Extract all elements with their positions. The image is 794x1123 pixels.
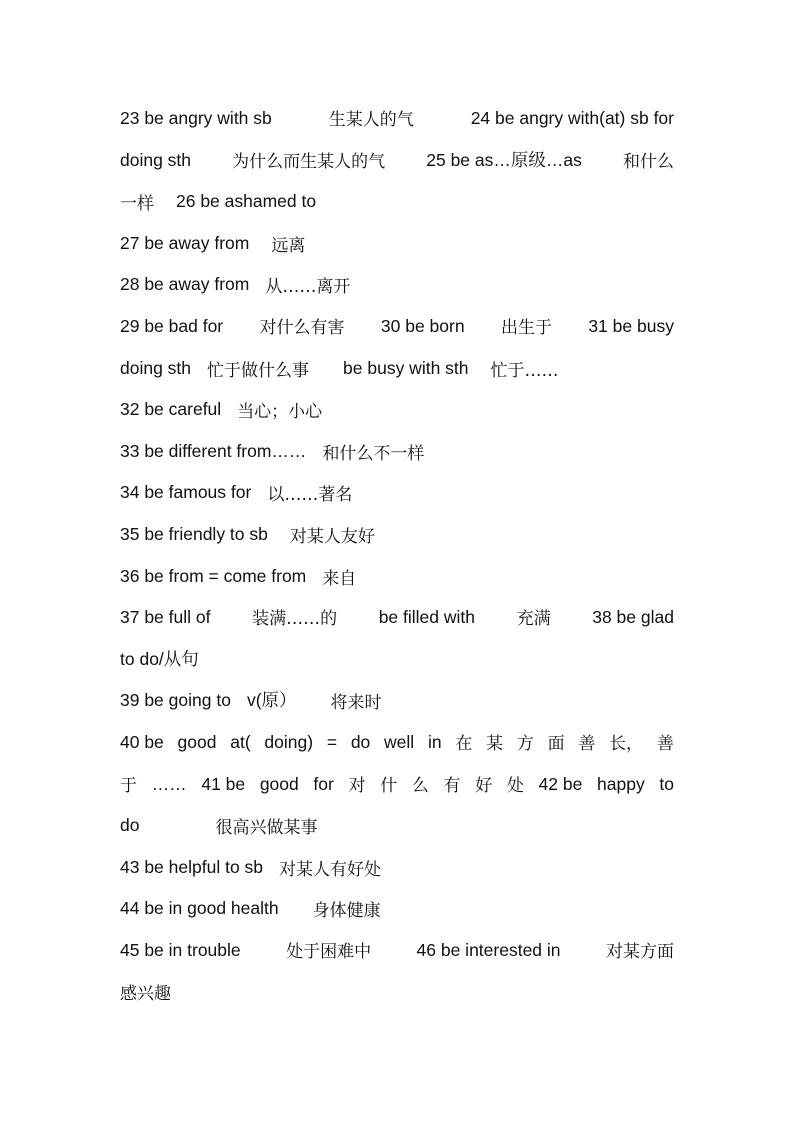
meaning-46-cont: 感兴趣 xyxy=(120,984,171,1005)
phrase-filled-with: be filled with xyxy=(378,607,476,628)
meaning-31: 忙于做什么事 xyxy=(207,360,310,381)
phrase-24-cont: doing sth xyxy=(120,149,192,170)
word: 么 xyxy=(411,775,429,796)
text-line xyxy=(120,930,674,972)
text-line xyxy=(120,888,674,930)
text-line xyxy=(120,764,674,806)
meaning-36: 来自 xyxy=(322,568,357,589)
word: 面 xyxy=(547,733,565,754)
word: = xyxy=(326,731,338,752)
phrase-39-form: v(原） xyxy=(246,690,297,711)
phrase-34: 34 be famous for xyxy=(120,482,252,503)
phrase-44: 44 be in good health xyxy=(120,898,279,919)
word: in xyxy=(427,731,442,752)
word: 什 xyxy=(380,775,398,796)
meaning-44: 身体健康 xyxy=(312,901,381,922)
text-line xyxy=(120,431,674,473)
text-line xyxy=(120,971,674,1013)
meaning-23: 生某人的气 xyxy=(328,110,414,130)
text-line xyxy=(120,514,674,556)
text-line xyxy=(120,264,674,306)
phrase-43: 43 be helpful to sb xyxy=(120,856,264,877)
phrase-32: 32 be careful xyxy=(120,399,222,420)
document-page xyxy=(120,98,674,1013)
meaning-46: 对某方面 xyxy=(605,941,674,962)
word: good xyxy=(259,773,299,794)
meaning-42: 很高兴做某事 xyxy=(215,818,318,839)
phrase-24: 24 be angry with(at) sb for xyxy=(470,108,674,128)
text-line xyxy=(120,348,674,390)
word: 42 be xyxy=(538,773,583,794)
text-line xyxy=(120,98,674,140)
word: good xyxy=(177,731,217,752)
meaning-28: 从……离开 xyxy=(265,277,351,298)
phrase-23: 23 be angry with sb xyxy=(120,108,272,128)
meaning-35: 对某人友好 xyxy=(289,526,375,547)
word: 善 xyxy=(656,733,674,754)
word: to xyxy=(659,773,674,794)
word: 有 xyxy=(443,775,461,796)
meaning-25-cont: 一样 xyxy=(120,194,154,215)
phrase-45: 45 be in trouble xyxy=(120,939,241,960)
text-line xyxy=(120,389,674,431)
text-line xyxy=(120,181,674,223)
word: well xyxy=(384,731,415,752)
word: at( xyxy=(230,731,251,752)
word: 41 be xyxy=(201,773,246,794)
text-line xyxy=(120,306,674,348)
text-line xyxy=(120,722,674,764)
word: 于 xyxy=(120,775,137,796)
phrase-42-cont: do xyxy=(120,815,140,836)
word: 对 xyxy=(348,775,366,796)
meaning-25: 和什么 xyxy=(622,151,674,172)
word: …… xyxy=(151,773,187,794)
meaning-27: 远离 xyxy=(271,235,306,256)
phrase-33: 33 be different from…… xyxy=(120,440,307,461)
phrase-busy-with: be busy with sth xyxy=(343,357,469,378)
phrase-35: 35 be friendly to sb xyxy=(120,523,268,544)
text-line xyxy=(120,140,674,182)
text-line xyxy=(120,472,674,514)
meaning-39: 将来时 xyxy=(330,693,382,714)
word: happy xyxy=(597,773,645,794)
text-line xyxy=(120,847,674,889)
meaning-33: 和什么不一样 xyxy=(322,443,425,464)
word: 好 xyxy=(475,775,493,796)
text-line xyxy=(120,680,674,722)
word: 处 xyxy=(506,775,524,796)
word: 长， xyxy=(609,733,644,754)
text-line xyxy=(120,639,674,681)
text-line xyxy=(120,597,674,639)
text-line xyxy=(120,556,674,598)
meaning-busy-with: 忙于…… xyxy=(490,360,559,381)
phrase-38: 38 be glad xyxy=(592,607,674,628)
phrase-31-cont: doing sth xyxy=(120,357,192,378)
phrase-38-cont: to do/从句 xyxy=(120,648,199,669)
phrase-28: 28 be away from xyxy=(120,274,250,295)
word: 善 xyxy=(578,733,596,754)
meaning-43: 对某人有好处 xyxy=(279,859,382,880)
phrase-39: 39 be going to xyxy=(120,690,231,711)
word: for xyxy=(313,773,334,794)
meaning-filled-with: 充满 xyxy=(516,609,551,630)
word: do xyxy=(350,731,371,752)
phrase-30: 30 be born xyxy=(380,315,465,336)
phrase-31: 31 be busy xyxy=(588,315,674,336)
word: 方 xyxy=(516,733,534,754)
word: 40 be xyxy=(120,731,164,752)
text-line xyxy=(120,805,674,847)
meaning-24: 为什么而生某人的气 xyxy=(232,151,386,172)
phrase-46: 46 be interested in xyxy=(416,939,561,960)
meaning-32: 当心；小心 xyxy=(237,402,323,423)
meaning-45: 处于困难中 xyxy=(286,941,372,962)
phrase-29: 29 be bad for xyxy=(120,315,224,336)
phrase-37: 37 be full of xyxy=(120,607,211,628)
word: 在 xyxy=(455,733,473,754)
phrase-25: 25 be as…原级…as xyxy=(426,149,582,170)
phrase-36: 36 be from = come from xyxy=(120,565,307,586)
text-line xyxy=(120,223,674,265)
meaning-34: 以……著名 xyxy=(267,485,353,506)
phrase-27: 27 be away from xyxy=(120,232,250,253)
meaning-37: 装满……的 xyxy=(252,609,338,630)
word: 某 xyxy=(486,733,504,754)
meaning-30: 出生于 xyxy=(500,317,552,338)
meaning-29: 对什么有害 xyxy=(259,317,345,338)
word: doing) xyxy=(264,731,314,752)
phrase-26: 26 be ashamed to xyxy=(176,191,317,212)
